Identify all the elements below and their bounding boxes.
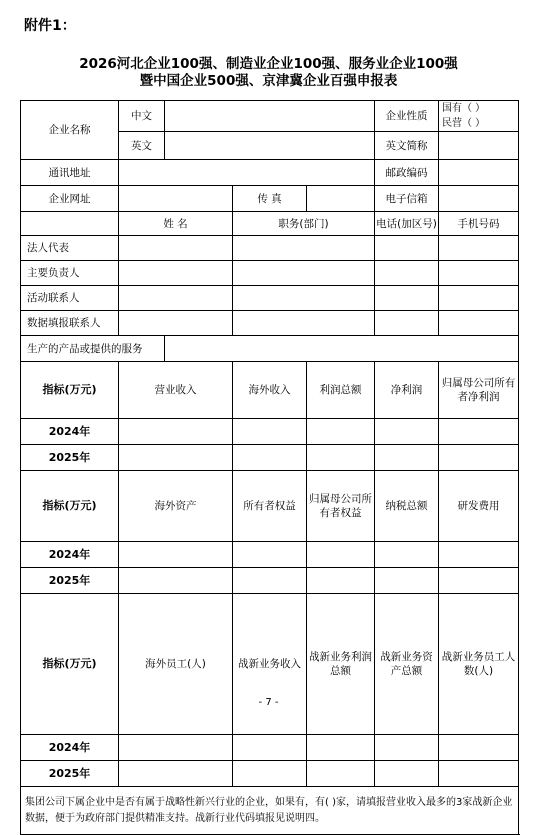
nature-label: 企业性质 (375, 101, 439, 132)
english-abbr-field[interactable] (439, 132, 519, 160)
t1-value-cell[interactable] (307, 419, 375, 445)
t1-value-cell[interactable] (307, 445, 375, 471)
t2-value-cell[interactable] (233, 568, 307, 594)
t2-value-cell[interactable] (233, 542, 307, 568)
chinese-name-field[interactable] (165, 101, 375, 132)
data-contact-phone-field[interactable] (375, 311, 439, 336)
t3-col-header: 战新业务员工人数(人) (439, 594, 519, 735)
t1-col-header: 净利润 (375, 362, 439, 419)
t1-value-cell[interactable] (439, 445, 519, 471)
indicator-label: 指标(万元) (21, 594, 119, 735)
activity-contact-mobile-field[interactable] (439, 286, 519, 311)
t1-value-cell[interactable] (439, 419, 519, 445)
t1-value-cell[interactable] (233, 419, 307, 445)
products-field[interactable] (165, 336, 519, 362)
activity-contact-label: 活动联系人 (21, 286, 119, 311)
data-contact-name-field[interactable] (119, 311, 233, 336)
col-mobile-header: 手机号码 (439, 212, 519, 236)
t1-col-header: 海外收入 (233, 362, 307, 419)
t1-col-header: 利润总额 (307, 362, 375, 419)
email-label: 电子信箱 (375, 186, 439, 212)
t3-value-cell[interactable] (375, 761, 439, 787)
postcode-label: 邮政编码 (375, 160, 439, 186)
t1-value-cell[interactable] (375, 419, 439, 445)
t1-value-cell[interactable] (119, 419, 233, 445)
contact-corner (21, 212, 119, 236)
form-title-line-2: 暨中国企业500强、京津冀企业百强申报表 (139, 73, 398, 89)
website-field[interactable] (119, 186, 233, 212)
indicator-label: 指标(万元) (21, 471, 119, 542)
legal-rep-label: 法人代表 (21, 236, 119, 261)
activity-contact-name-field[interactable] (119, 286, 233, 311)
col-phone-header: 电话(加区号) (375, 212, 439, 236)
activity-contact-phone-field[interactable] (375, 286, 439, 311)
t3-value-cell[interactable] (233, 761, 307, 787)
t3-col-header: 战新业务收入 (233, 594, 307, 735)
t3-value-cell[interactable] (307, 735, 375, 761)
english-label: 英文 (119, 132, 165, 160)
t2-col-header: 归属母公司所有者权益 (307, 471, 375, 542)
t3-value-cell[interactable] (375, 735, 439, 761)
legal-rep-position-field[interactable] (233, 236, 375, 261)
products-label: 生产的产品或提供的服务 (21, 336, 165, 362)
t3-value-cell[interactable] (119, 735, 233, 761)
year-label: 2025年 (21, 568, 119, 594)
t2-col-header: 研发费用 (439, 471, 519, 542)
principal-label: 主要负责人 (21, 261, 119, 286)
t1-col-header: 归属母公司所有者净利润 (439, 362, 519, 419)
principal-phone-field[interactable] (375, 261, 439, 286)
t3-value-cell[interactable] (307, 761, 375, 787)
year-label: 2024年 (21, 735, 119, 761)
t3-col-header: 战新业务利润总额 (307, 594, 375, 735)
page-number: - 7 - (258, 697, 279, 708)
t1-value-cell[interactable] (375, 445, 439, 471)
legal-rep-phone-field[interactable] (375, 236, 439, 261)
t3-value-cell[interactable] (233, 735, 307, 761)
email-field[interactable] (439, 186, 519, 212)
legal-rep-mobile-field[interactable] (439, 236, 519, 261)
col-name-header: 姓 名 (119, 212, 233, 236)
t2-value-cell[interactable] (439, 568, 519, 594)
data-contact-mobile-field[interactable] (439, 311, 519, 336)
activity-contact-position-field[interactable] (233, 286, 375, 311)
year-label: 2025年 (21, 761, 119, 787)
ownership-options[interactable] (439, 101, 519, 132)
data-contact-position-field[interactable] (233, 311, 375, 336)
t2-col-header: 所有者权益 (233, 471, 307, 542)
t1-value-cell[interactable] (119, 445, 233, 471)
principal-name-field[interactable] (119, 261, 233, 286)
t2-value-cell[interactable] (307, 568, 375, 594)
legal-rep-name-field[interactable] (119, 236, 233, 261)
t2-value-cell[interactable] (375, 542, 439, 568)
year-label: 2024年 (21, 419, 119, 445)
strategic-industry-note: 集团公司下属企业中是否有属于战略性新兴行业的企业，如果有，有( )家，请填报营业收入最多的3家战新企业数据，便于为政府部门提供精准支持。战新行业代码填报见说明四。 (21, 787, 519, 835)
company-name-label: 企业名称 (21, 101, 119, 160)
english-name-field[interactable] (165, 132, 375, 160)
chinese-label: 中文 (119, 101, 165, 132)
year-label: 2024年 (21, 542, 119, 568)
fax-field[interactable] (307, 186, 375, 212)
application-form-table (20, 100, 519, 835)
address-label: 通讯地址 (21, 160, 119, 186)
state-owned-option[interactable]: 国有（ ） (442, 103, 486, 114)
english-abbr-label: 英文简称 (375, 132, 439, 160)
t3-value-cell[interactable] (439, 735, 519, 761)
t1-col-header: 营业收入 (119, 362, 233, 419)
principal-position-field[interactable] (233, 261, 375, 286)
fax-label: 传 真 (233, 186, 307, 212)
t2-col-header: 海外资产 (119, 471, 233, 542)
t3-col-header: 海外员工(人) (119, 594, 233, 735)
col-position-header: 职务(部门) (233, 212, 375, 236)
private-option[interactable]: 民营（ ） (442, 118, 486, 129)
t1-value-cell[interactable] (233, 445, 307, 471)
postcode-field[interactable] (439, 160, 519, 186)
t2-value-cell[interactable] (119, 542, 233, 568)
t3-col-header: 战新业务资产总额 (375, 594, 439, 735)
address-field[interactable] (119, 160, 375, 186)
t3-value-cell[interactable] (439, 761, 519, 787)
website-label: 企业网址 (21, 186, 119, 212)
attachment-label: 附件1： (24, 18, 76, 34)
t3-value-cell[interactable] (119, 761, 233, 787)
t2-value-cell[interactable] (307, 542, 375, 568)
t2-value-cell[interactable] (119, 568, 233, 594)
t2-value-cell[interactable] (439, 542, 519, 568)
t2-col-header: 纳税总额 (375, 471, 439, 542)
year-label: 2025年 (21, 445, 119, 471)
t2-value-cell[interactable] (375, 568, 439, 594)
indicator-label: 指标(万元) (21, 362, 119, 419)
principal-mobile-field[interactable] (439, 261, 519, 286)
form-title-line-1: 2026河北企业100强、制造业企业100强、服务业企业100强 (79, 56, 458, 72)
data-contact-label: 数据填报联系人 (21, 311, 119, 336)
